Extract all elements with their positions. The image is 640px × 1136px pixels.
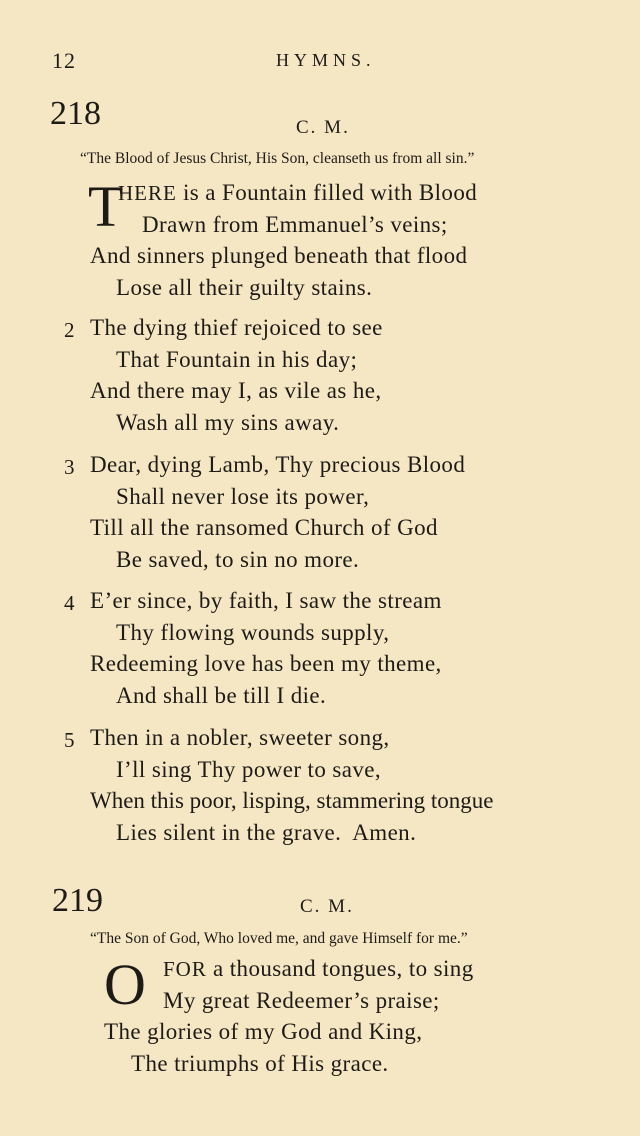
drop-cap: O bbox=[104, 952, 146, 1017]
first-word-caps: HERE bbox=[118, 181, 177, 205]
hymn-meter: C. M. bbox=[296, 117, 350, 138]
verse-number: 5 bbox=[64, 728, 75, 752]
verse-line: And sinners plunged beneath that flood bbox=[90, 243, 468, 268]
verse-line: Shall never lose its power, bbox=[116, 484, 370, 509]
hymn-epigraph: “The Son of God, Who loved me, and gave Himself for me.” bbox=[90, 930, 468, 947]
verse-line bbox=[163, 956, 474, 982]
verse-line: Dear, dying Lamb, Thy precious Blood bbox=[90, 452, 466, 477]
hymn-epigraph: “The Blood of Jesus Christ, His Son, cleanseth us from all sin.” bbox=[80, 150, 475, 167]
verse-line: When this poor, lisping, stammering tongue bbox=[90, 788, 494, 813]
drop-cap: T bbox=[88, 174, 124, 239]
hymn-meter: C. M. bbox=[300, 896, 354, 917]
verse-line: The dying thief rejoiced to see bbox=[90, 315, 383, 340]
first-line-rest: is a Fountain filled with Blood bbox=[176, 180, 478, 205]
hymn-number: 219 bbox=[52, 882, 103, 919]
hymn-number: 218 bbox=[50, 95, 101, 132]
verse-line: The glories of my God and King, bbox=[104, 1019, 423, 1044]
verse-line: Be saved, to sin no more. bbox=[116, 547, 360, 572]
first-line-rest: a thousand tongues, to sing bbox=[206, 956, 474, 981]
verse-line: Lose all their guilty stains. bbox=[116, 275, 373, 300]
verse-number: 4 bbox=[64, 591, 75, 615]
running-head: HYMNS. bbox=[276, 50, 376, 70]
verse-number: 2 bbox=[64, 318, 75, 342]
verse-line: Lies silent in the grave. Amen. bbox=[116, 820, 417, 845]
verse-line: Till all the ransomed Church of God bbox=[90, 515, 438, 540]
verse-line: E’er since, by faith, I saw the stream bbox=[90, 588, 442, 613]
verse-line: Thy flowing wounds supply, bbox=[116, 620, 390, 645]
verse-line: I’ll sing Thy power to save, bbox=[116, 757, 382, 782]
verse-line: That Fountain in his day; bbox=[116, 347, 358, 372]
verse-number: 3 bbox=[64, 455, 75, 479]
verse-line: Drawn from Emmanuel’s veins; bbox=[142, 212, 448, 237]
page-number: 12 bbox=[52, 48, 76, 73]
verse-line: And there may I, as vile as he, bbox=[90, 378, 382, 403]
verse-line: Redeeming love has been my theme, bbox=[90, 651, 442, 676]
first-word-caps: FOR bbox=[163, 957, 207, 981]
verse-line bbox=[118, 180, 477, 206]
verse-line: Then in a nobler, sweeter song, bbox=[90, 725, 390, 750]
verse-line: The triumphs of His grace. bbox=[131, 1051, 389, 1076]
verse-line: Wash all my sins away. bbox=[116, 410, 340, 435]
verse-line: My great Redeemer’s praise; bbox=[163, 988, 440, 1013]
verse-line: And shall be till I die. bbox=[116, 683, 327, 708]
